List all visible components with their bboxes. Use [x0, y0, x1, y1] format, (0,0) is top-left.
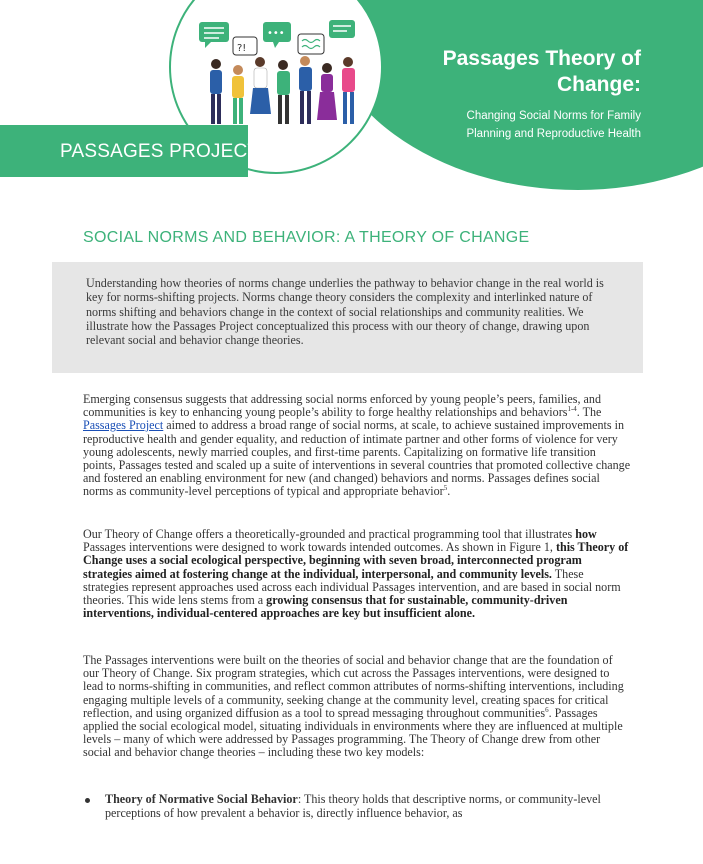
theory-bullet-list	[83, 793, 631, 820]
p3-text-b: . Passages applied the social ecological model, situating individuals in environments where they are influenced at multiple levels – many of which were addressed by Passages programming. The Theory of Change drew from other social and behavior change theories – including these two key models:	[83, 705, 623, 760]
p2-bold-a: how	[575, 527, 597, 541]
intro-text: Understanding how theories of norms change underlies the pathway to behavior change in the real world is key for norms-shifting projects. Norms change theory considers the complexity and interlinked nature of norms shifting and behaviors change in the context of social relationships and community realities. We illustrate how the Passages Project conceptualized this process with our theory of change, drawing upon relevant social and behavior change theories.	[86, 276, 604, 348]
svg-text:•••: •••	[267, 28, 285, 39]
p2-text-a: Our Theory of Change offers a theoretically-grounded and practical programming tool that illustrates	[83, 527, 576, 541]
body-paragraph-2	[83, 528, 631, 620]
p2-bold-c: growing consensus that for sustainable, community-driven interventions, individual-centered approaches are key but insufficient alone.	[83, 593, 568, 621]
svg-text:?!: ?!	[237, 43, 247, 54]
p1-text-a: Emerging consensus suggests that addressing social norms enforced by young people’s peers, families, and communities is key to enhancing young people’s ability to forge healthy relationships and behaviors	[83, 392, 602, 420]
brochure-subtitle: Changing Social Norms for Family Planning and Reproductive Health	[466, 110, 641, 140]
p1-text-c: aimed to address a broad range of social norms, at scale, to achieve sustained improvements in reproductive health and gender equality, and reduction of intimate partner and other forms of violence for very young adolescents, newly married couples, and first-time parents. Capitalizing on formative life transition points, Passages tested and scaled up a suite of interventions in several countries that promoted collective change and fostered an enabling environment for new (and changed) behaviors and norms. Passages defines social norms as community-level perceptions of typical and appropriate behavior	[83, 418, 631, 499]
section-heading: SOCIAL NORMS AND BEHAVIOR: A THEORY OF CHANGE	[83, 229, 530, 246]
p3-text-a: The Passages interventions were built on the theories of social and behavior change that are the foundation of our Theory of Change. Six program strategies, which cut across the Passages interventions, were designed to lead to norms-shifting in communities, and reflect common attributes of norms-shifting interventions, including engaging multiple levels of a community, seeking change at the community level, creating spaces for critical reflection, and using organized diffusion as a tool to spread messaging throughout communities	[83, 653, 624, 720]
intro-callout	[52, 262, 643, 373]
p1-citation-a: 1-4	[567, 405, 577, 414]
body-paragraph-3	[83, 654, 631, 760]
p1-text-d: .	[447, 484, 451, 499]
brochure-title: Passages Theory of Change:	[442, 47, 641, 96]
bullet-term: Theory of Normative Social Behavior	[105, 792, 298, 806]
p2-text-c: These strategies represent approaches used across each individual Passages intervention, and are based in social norm theories. This wide lens stems from a	[83, 566, 621, 608]
p2-bold-b: this Theory of Change uses a social ecological perspective, beginning with seven broad, interconnected program strategies aimed at fostering change at the individual, interpersonal, and community levels.	[83, 540, 629, 581]
project-label: PASSAGES PROJECT	[60, 141, 260, 162]
body-paragraph-1	[83, 393, 631, 499]
p1-citation-b: 5	[443, 484, 448, 493]
passages-project-link[interactable]: Passages Project	[83, 418, 164, 433]
bullet-text: : This theory holds that descriptive norms, or community-level perceptions of how prevalent a behavior is, directly influence behavior, as	[105, 792, 601, 820]
p3-citation-a: 6	[545, 705, 549, 714]
bullet-icon	[85, 798, 90, 803]
p1-text-b: . The	[576, 405, 602, 420]
list-item	[83, 793, 631, 820]
p2-text-b: Passages interventions were designed to work towards intended outcomes. As shown in Figure 1,	[83, 540, 556, 555]
